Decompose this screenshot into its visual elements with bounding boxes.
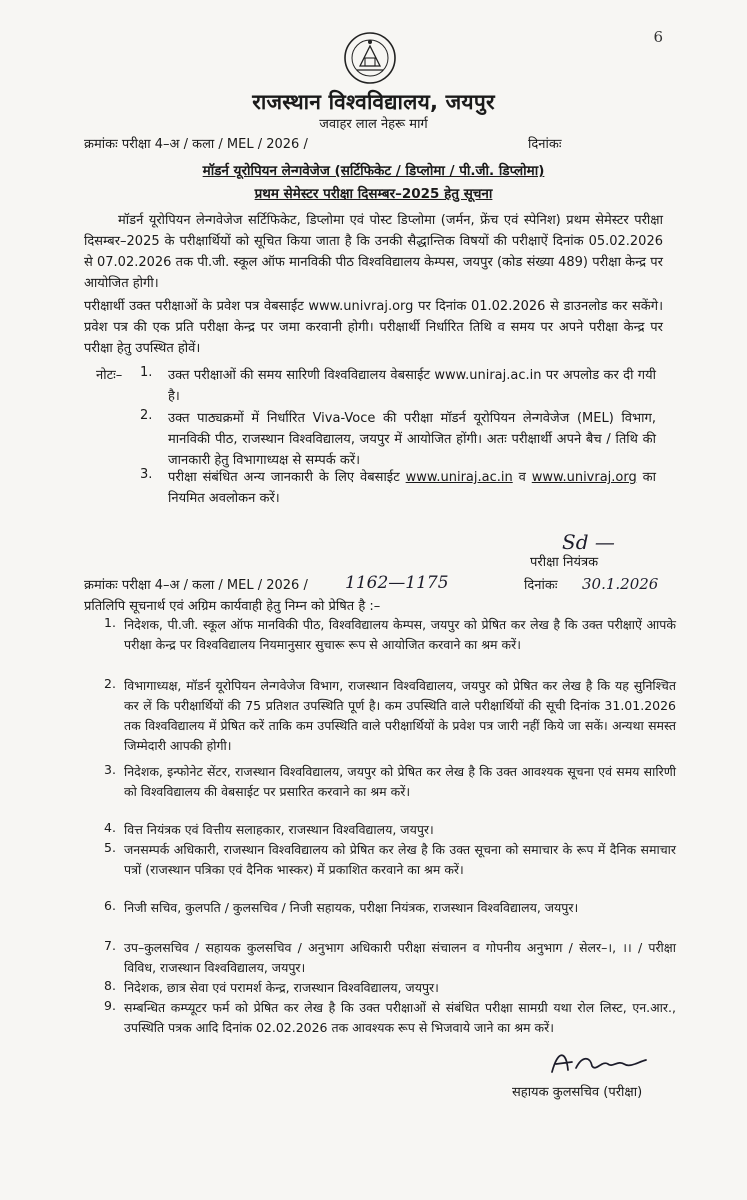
university-address: जवाहर लाल नेहरू मार्ग: [319, 117, 428, 132]
copy-item: जनसम्पर्क अधिकारी, राजस्थान विश्वविद्यालय को प्रेषित कर लेख है कि उक्त सूचना को समाचार के रूप में दैनिक समाचार पत्रों (राजस्थान पत्रिका एवं दैनिक भास्कर) में प्रकाशित करवाने का श्रम करें।: [124, 842, 676, 877]
copy-item-number: 9.: [104, 998, 116, 1013]
note-number: 3.: [140, 467, 153, 482]
copy-item-number: 8.: [104, 978, 116, 993]
website-link[interactable]: www.univraj.org: [531, 470, 637, 485]
body-paragraph-1: मॉडर्न यूरोपियन लेन्गवेजेज सर्टिफिकेट, डिप्लोमा एवं पोस्ट डिप्लोमा (जर्मन, फ्रेंच एवं स्पेनिश) प्रथम सेमेस्टर परीक्षा दिसम्बर–2025 के परीक्षार्थियों को सूचित किया जाता है कि उनकी सैद्धान्तिक विषयों की परीक्षाऐं दिनांक 05.02.2026 से 07.02.2026 तक पी.जी. स्कूल ऑफ मानविकी पीठ विश्वविद्यालय केम्पस, जयपुर (कोड संख्या 489) परीक्षा केन्द्र पर आयोजित होगी।: [84, 213, 663, 291]
notice-title-line2: प्रथम सेमेस्टर परीक्षा दिसम्बर–2025 हेतु सूचना: [254, 186, 493, 202]
university-logo-icon: [342, 30, 398, 86]
copy-intro: प्रतिलिपि सूचनार्थ एवं अग्रिम कार्यवाही हेतु निम्न को प्रेषित है :–: [84, 599, 381, 614]
copy-item: निजी सचिव, कुलपति / कुलसचिव / निजी सहायक, परीक्षा नियंत्रक, राजस्थान विश्वविद्यालय, जयपुर।: [124, 900, 579, 915]
note-item: परीक्षा संबंधित अन्य जानकारी के लिए वेबसाईट www.uniraj.ac.in व www.univraj.org का नियमित अवलोकन करें।: [168, 470, 656, 506]
signature-sd-text: Sd —: [562, 530, 615, 554]
date-label: दिनांकः: [528, 137, 562, 152]
note-number: 2.: [140, 408, 153, 423]
handwritten-dispatch-number: [343, 568, 458, 594]
copy-date-label: दिनांकः: [524, 578, 558, 593]
notice-title-line1: मॉडर्न यूरोपियन लेन्गवेजेज (सर्टिफिकेट / डिप्लोमा / पी.जी. डिप्लोमा): [202, 163, 545, 179]
copy-item-number: 5.: [104, 840, 116, 855]
note-item: उक्त पाठ्यक्रमों में निर्धारित Viva-Voce की परीक्षा मॉडर्न यूरोपियन लेन्गवेजेज (MEL) विभाग, मानविकी पीठ, राजस्थान विश्वविद्यालय, जयपुर में आयोजित होंगी। अतः परीक्षार्थी अपने बैच / तिथि की जानकारी हेतु विभागाध्यक्ष से सम्पर्क करें।: [168, 411, 656, 468]
copy-item: निदेशक, पी.जी. स्कूल ऑफ मानविकी पीठ, विश्वविद्यालय केम्पस, जयपुर को प्रेषित कर लेख है कि उक्त परीक्षाऐं आपके परीक्षा केन्द्र पर विश्वविद्यालय नियमानुसार सुचारू रूप से आयोजित करवाने का श्रम करें।: [124, 617, 676, 652]
copy-reference-number: क्रमांकः परीक्षा 4–अ / कला / MEL / 2026 /: [84, 578, 308, 593]
copy-item-number: 3.: [104, 762, 116, 777]
body-paragraph-2: परीक्षार्थी उक्त परीक्षाओं के प्रवेश पत्र वेबसाईट www.univraj.org पर दिनांक 01.02.2026 से डाउनलोड कर सकेंगे। प्रवेश पत्र की एक प्रति परीक्षा केन्द्र पर जमा करवानी होगी। परीक्षार्थी निर्धारित तिथि व समय पर अपने परीक्षा केन्द्र पर परीक्षा हेतु उपस्थित होवें।: [84, 299, 663, 356]
handwritten-date: [580, 570, 672, 594]
reference-number: क्रमांकः परीक्षा 4–अ / कला / MEL / 2026 /: [84, 137, 308, 152]
copy-item-number: 6.: [104, 898, 116, 913]
dispatch-number-text: 1162—1175: [345, 573, 449, 593]
page-number: 6: [653, 28, 663, 46]
copy-item: उप–कुलसचिव / सहायक कुलसचिव / अनुभाग अधिकारी परीक्षा संचालन व गोपनीय अनुभाग / सेलर–।, ।। / परीक्षा विविध, राजस्थान विश्वविद्यालय, जयपुर।: [124, 940, 676, 975]
notes-label: नोटः–: [96, 368, 123, 383]
copy-item-number: 1.: [104, 615, 116, 630]
handwritten-date-text: 30.1.2026: [582, 575, 659, 593]
note-item: उक्त परीक्षाओं की समय सारिणी विश्वविद्यालय वेबसाईट www.uniraj.ac.in पर अपलोड कर दी गयी है।: [168, 368, 656, 404]
copy-item-number: 7.: [104, 938, 116, 953]
copy-item-number: 2.: [104, 676, 116, 691]
note-number: 1.: [140, 365, 153, 380]
copy-item: विभागाध्यक्ष, मॉडर्न यूरोपियन लेन्गवेजेज विभाग, राजस्थान विश्वविद्यालय, जयपुर को प्रेषित कर लेख है कि यह सुनिश्चित कर लें कि परीक्षार्थियों की 75 प्रतिशत उपस्थिति पूर्ण है। कम उपस्थिति वाले परीक्षार्थियों की सूची दिनांक 31.01.2026 तक विश्वविद्यालय में प्रेषित करें ताकि कम उपस्थिति वाले परीक्षार्थियों के प्रवेश पत्र जारी नहीं किये जा सकें। अन्यथा समस्त जिम्मेदारी आपकी होगी।: [124, 678, 676, 753]
handwritten-signature-2: [546, 1046, 652, 1080]
copy-item: वित्त नियंत्रक एवं वित्तीय सलाहकार, राजस्थान विश्वविद्यालय, जयपुर।: [124, 822, 434, 837]
copy-item: सम्बन्धित कम्प्यूटर फर्म को प्रेषित कर लेख है कि उक्त परीक्षाओं से संबंधित परीक्षा सामग्री यथा रोल लिस्ट, एन.आर., उपस्थिति पत्रक आदि दिनांक 02.02.2026 तक आवश्यक रूप से भिजवाये जाने का श्रम करें।: [124, 1000, 676, 1035]
signatory-designation-2: सहायक कुलसचिव (परीक्षा): [512, 1085, 643, 1100]
copy-item: निदेशक, इन्फोनेट सेंटर, राजस्थान विश्वविद्यालय, जयपुर को प्रेषित कर लेख है कि उक्त आवश्यक सूचना एवं समय सारिणी को विश्वविद्यालय की वेबसाईट पर प्रसारित करवाने का श्रम करें।: [124, 764, 676, 799]
website-link[interactable]: www.uniraj.ac.in: [405, 470, 513, 485]
university-name: राजस्थान विश्वविद्यालय, जयपुर: [252, 90, 495, 114]
signatory-designation-1: परीक्षा नियंत्रक: [530, 555, 599, 570]
copy-item: निदेशक, छात्र सेवा एवं परामर्श केन्द्र, राजस्थान विश्वविद्यालय, जयपुर।: [124, 980, 439, 995]
copy-item-number: 4.: [104, 820, 116, 835]
